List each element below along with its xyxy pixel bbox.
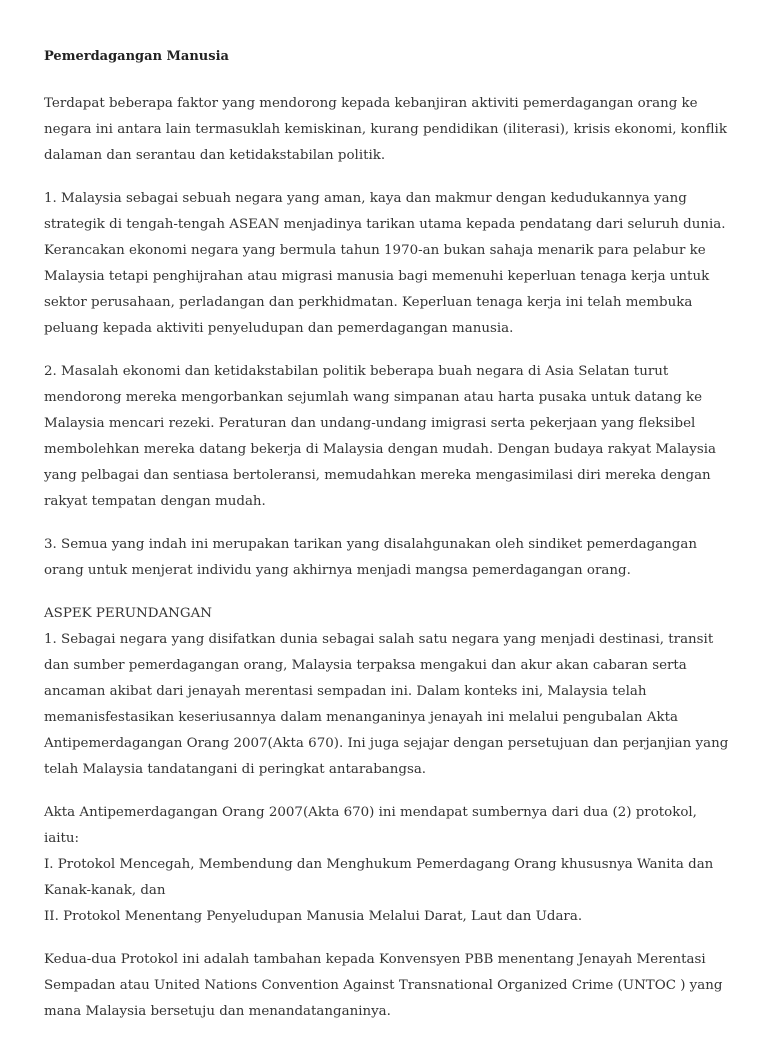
protocol-1-text: I. Protokol Mencegah, Membendung dan Menghukum Pemerdagang Orang khususnya Wanita dan Kanak-kanak, dan — [44, 857, 714, 898]
protocol-2-text: II. Protokol Menentang Penyeludupan Manusia Melalui Darat, Laut dan Udara. — [44, 909, 583, 924]
intro-paragraph: Terdapat beberapa faktor yang mendorong kepada kebanjiran aktiviti pemerdagangan orang ke negara ini antara lain termasuklah kemiskinan, kurang pendidikan (iliterasi), krisis ekonomi, konflik dalaman dan serantau dan ketidakstabilan politik. — [44, 96, 727, 163]
legal-point-1-paragraph: 1. Sebagai negara yang disifatkan dunia sebagai salah satu negara yang menjadi destinasi, transit dan sumber pemerdagangan orang, Malaysia terpaksa mengakui dan akur akan cabaran serta ancaman akibat dari jenayah merentasi sempadan ini. Dalam konteks ini, Malaysia telah memanisfestasikan keseriusannya dalam menanganinya jenayah ini melalui pengubalan Akta Antipemerdagangan Orang 2007(Akta 670). Ini juga sejajar dengan persetujuan dan perjanjian yang telah Malaysia tandatangani di peringkat antarabangsa. — [44, 632, 729, 777]
section-heading-aspek-perundangan: ASPEK PERUNDANGAN — [44, 606, 212, 621]
point-2-paragraph: 2. Masalah ekonomi dan ketidakstabilan politik beberapa buah negara di Asia Selatan turut mendorong mereka mengorbankan sejumlah wang simpanan atau harta pusaka untuk datang ke Malaysia mencari rezeki. Peraturan dan undang-undang imigrasi serta pekerjaan yang fleksibel membolehkan mereka datang bekerja di Malaysia dengan mudah. Dengan budaya rakyat Malaysia yang pelbagai dan sentiasa bertoleransi, memudahkan mereka mengasimilasi diri mereka dengan rakyat tempatan dengan mudah. — [44, 364, 716, 509]
akta-intro-text: Akta Antipemerdagangan Orang 2007(Akta 670) ini mendapat sumbernya dari dua (2) protokol, iaitu: — [44, 805, 697, 846]
document-page — [44, 44, 734, 1042]
point-3-paragraph: 3. Semua yang indah ini merupakan tarikan yang disalahgunakan oleh sindiket pemerdagangan orang untuk menjerat individu yang akhirnya menjadi mangsa pemerdagangan orang. — [44, 537, 697, 578]
point-1-paragraph: 1. Malaysia sebagai sebuah negara yang aman, kaya dan makmur dengan kedudukannya yang strategik di tengah-tengah ASEAN menjadinya tarikan utama kepada pendatang dari seluruh dunia. Kerancakan ekonomi negara yang bermula tahun 1970-an bukan sahaja menarik para pelabur ke Malaysia tetapi penghijrahan atau migrasi manusia bagi memenuhi keperluan tenaga kerja untuk sektor perusahaan, perladangan dan perkhidmatan. Keperluan tenaga kerja ini telah membuka peluang kepada aktiviti penyeludupan dan pemerdagangan manusia. — [44, 191, 726, 336]
document-title: Pemerdagangan Manusia — [44, 49, 229, 64]
closing-paragraph: Kedua-dua Protokol ini adalah tambahan kepada Konvensyen PBB menentang Jenayah Merentasi Sempadan atau United Nations Convention Against Transnational Organized Crime (UNTOC ) yang mana Malaysia bersetuju dan menandatanganinya. — [44, 952, 723, 1019]
akta-protocols-block — [44, 800, 734, 930]
